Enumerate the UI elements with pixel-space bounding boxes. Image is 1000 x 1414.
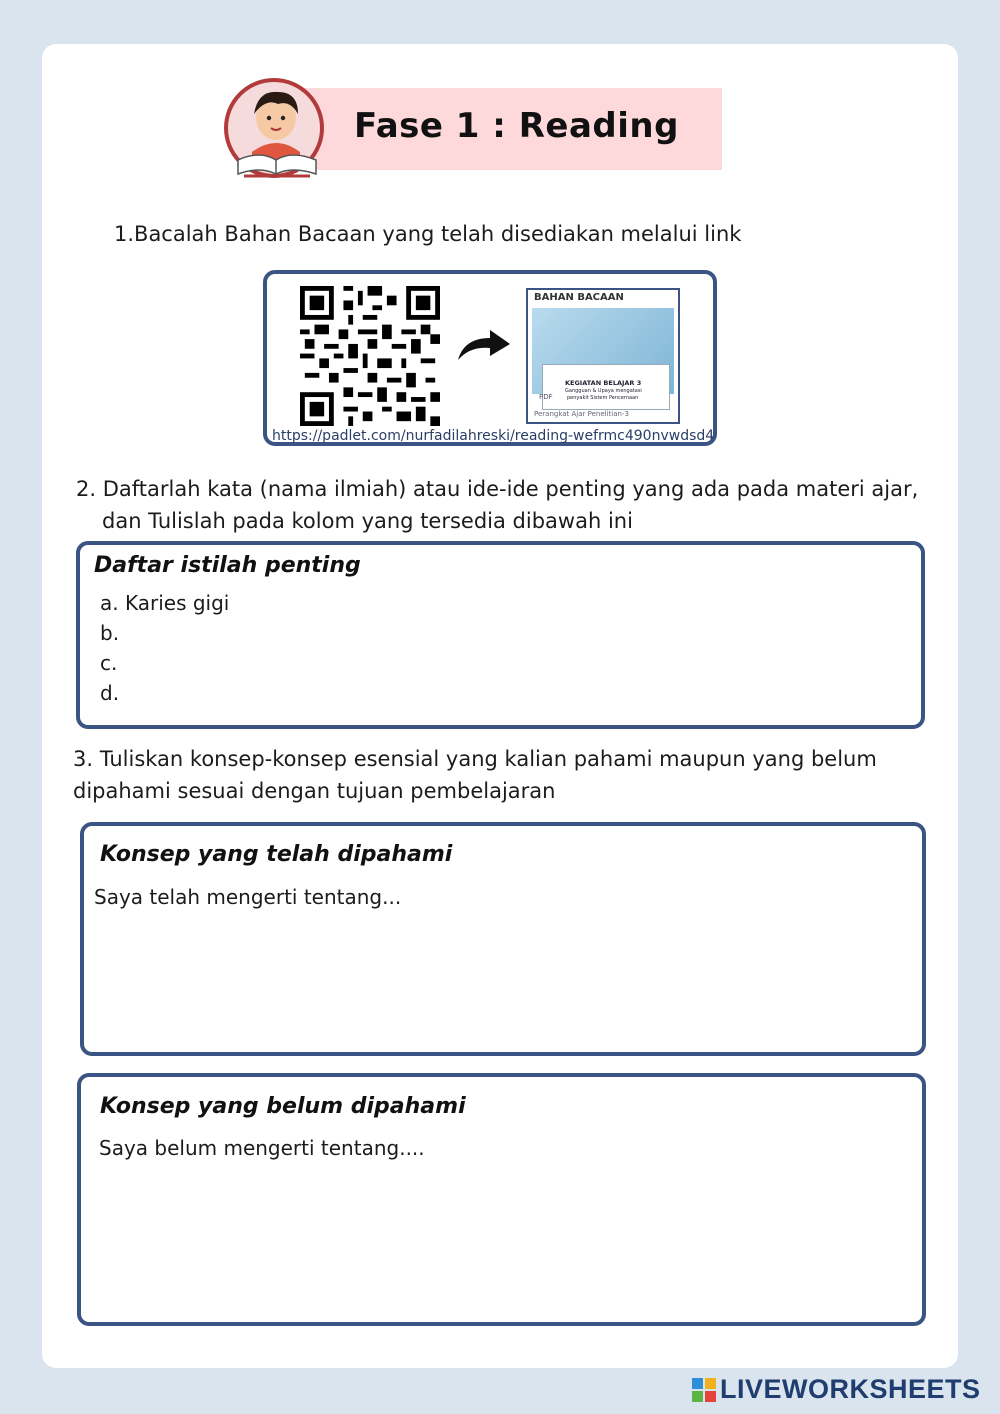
question-2-line-1: 2. Daftarlah kata (nama ilmiah) atau ide-ide penting yang ada pada materi ajar, [76, 477, 919, 501]
thumb-subtitle-2: Gangguan & Upaya mengatasi [565, 388, 642, 394]
terms-title: Daftar istilah penting [94, 553, 361, 578]
arrow-right-icon [454, 326, 512, 362]
liveworksheets-logo: LIVEWORKSHEETS [720, 1374, 981, 1404]
term-item-d[interactable]: d. [100, 681, 120, 705]
qr-code-icon[interactable] [299, 286, 441, 426]
reading-boy-icon [220, 78, 330, 184]
term-item-c[interactable]: c. [100, 651, 118, 675]
thumb-subtitle-3: penyakit Sistem Pencernaan [567, 395, 639, 401]
thumb-card [539, 364, 670, 410]
page-title: Fase 1 : Reading [354, 106, 679, 146]
question-2-line-2: dan Tulislah pada kolom yang tersedia dibawah ini [102, 509, 633, 533]
liveworksheets-logo-icon [692, 1378, 716, 1402]
understood-title: Konsep yang telah dipahami [100, 842, 453, 867]
term-item-a[interactable]: a. Karies gigi [100, 591, 230, 615]
term-item-b[interactable]: b. [100, 621, 120, 645]
question-3-line-2: dipahami sesuai dengan tujuan pembelajaran [73, 779, 556, 803]
thumb-title: BAHAN BACAAN [534, 292, 624, 303]
thumb-pdf-label: PDF [539, 393, 553, 401]
reading-material-thumbnail[interactable] [526, 288, 680, 424]
reading-link[interactable]: https://padlet.com/nurfadilahreski/reading-wefrmc490nvwdsd4 [272, 428, 715, 444]
question-1: 1.Bacalah Bahan Bacaan yang telah disediakan melalui link [114, 222, 742, 246]
understood-answer[interactable]: Saya telah mengerti tentang... [94, 885, 402, 909]
question-3-line-1: 3. Tuliskan konsep-konsep esensial yang kalian pahami maupun yang belum [73, 747, 877, 771]
not-understood-title: Konsep yang belum dipahami [100, 1094, 466, 1119]
thumb-subtitle-1: KEGIATAN BELAJAR 3 [565, 379, 642, 387]
not-understood-answer[interactable]: Saya belum mengerti tentang.... [99, 1136, 425, 1160]
thumb-footer: Perangkat Ajar Penelitian-3 [534, 410, 629, 418]
